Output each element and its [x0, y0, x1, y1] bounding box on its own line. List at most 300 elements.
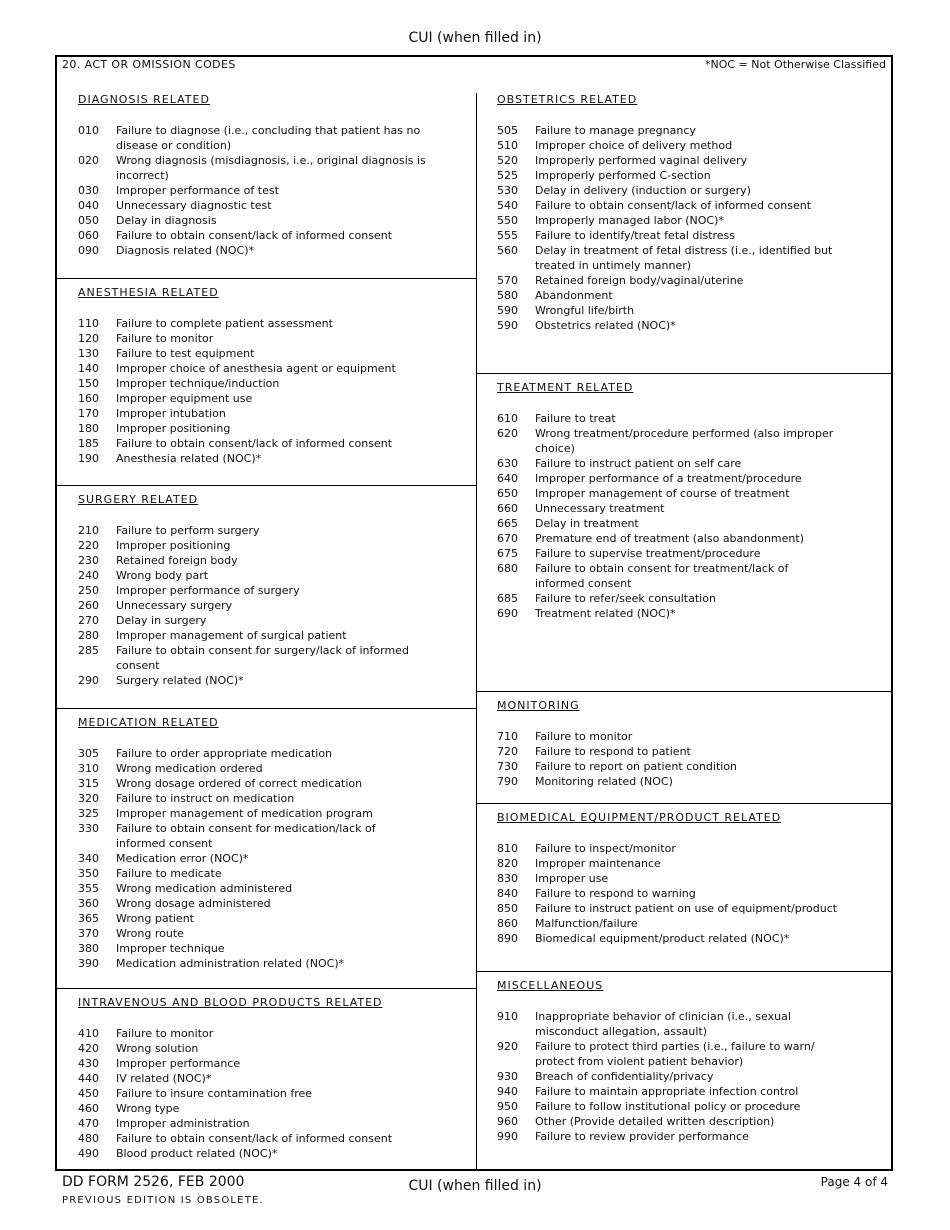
code-item — [78, 746, 376, 761]
code-number: 310 — [78, 762, 99, 775]
code-number: 680 — [497, 562, 518, 575]
code-number: 010 — [78, 124, 99, 137]
code-item — [78, 851, 376, 866]
code-number: 370 — [78, 927, 99, 940]
code-item — [78, 776, 376, 791]
code-number: 110 — [78, 317, 99, 330]
code-description: Failure to obtain consent for treatment/lack of informed consent — [535, 562, 789, 590]
code-description: Improper positioning — [116, 539, 231, 552]
code-item — [497, 123, 832, 138]
code-item — [78, 613, 409, 628]
section-surgery-related — [78, 493, 409, 688]
code-description: Failure to instruct patient on use of equipment/product — [535, 902, 838, 915]
code-number: 330 — [78, 822, 99, 835]
code-item — [78, 941, 376, 956]
code-number: 470 — [78, 1117, 99, 1130]
code-description: Wrong body part — [116, 569, 209, 582]
code-item — [497, 759, 737, 774]
code-description: Biomedical equipment/product related (NOC)* — [535, 932, 790, 945]
code-description: Delay in surgery — [116, 614, 207, 627]
code-item — [78, 376, 396, 391]
code-description: Failure to follow institutional policy or procedure — [535, 1100, 801, 1113]
code-item — [78, 183, 426, 198]
code-description: Wrong type — [116, 1102, 180, 1115]
code-description: Improper performance of surgery — [116, 584, 300, 597]
code-list — [78, 316, 396, 466]
code-number: 320 — [78, 792, 99, 805]
code-item — [497, 501, 833, 516]
code-description: Other (Provide detailed written description) — [535, 1115, 775, 1128]
code-number: 960 — [497, 1115, 518, 1128]
code-description: Improper management of surgical patient — [116, 629, 347, 642]
code-item — [78, 553, 409, 568]
code-item — [497, 856, 837, 871]
code-item — [497, 729, 737, 744]
code-item — [497, 471, 833, 486]
code-number: 430 — [78, 1057, 99, 1070]
code-number: 315 — [78, 777, 99, 790]
column-divider — [476, 93, 477, 1171]
code-item — [78, 436, 396, 451]
code-description: Failure to identify/treat fetal distress — [535, 229, 736, 242]
code-item — [497, 1084, 815, 1099]
code-description: Failure to protect third parties (i.e., failure to warn/ protect from violent patient behavior) — [535, 1040, 815, 1068]
code-number: 160 — [78, 392, 99, 405]
code-number: 550 — [497, 214, 518, 227]
code-description: Improper technique — [116, 942, 225, 955]
code-description: Unnecessary diagnostic test — [116, 199, 272, 212]
code-number: 490 — [78, 1147, 99, 1160]
code-description: Failure to complete patient assessment — [116, 317, 333, 330]
code-item — [78, 791, 376, 806]
code-description: Unnecessary surgery — [116, 599, 233, 612]
code-description: Wrong treatment/procedure performed (also improper choice) — [535, 427, 834, 455]
code-item — [78, 451, 396, 466]
section-divider — [477, 691, 893, 692]
code-item — [78, 896, 376, 911]
code-number: 390 — [78, 957, 99, 970]
code-item — [78, 316, 396, 331]
code-number: 220 — [78, 539, 99, 552]
section-divider — [477, 971, 893, 972]
code-item — [497, 303, 832, 318]
section-title: SURGERY RELATED — [78, 493, 199, 506]
code-number: 350 — [78, 867, 99, 880]
code-number: 305 — [78, 747, 99, 760]
act-omission-codes-block — [55, 55, 893, 1171]
section-treatment-related — [497, 381, 833, 621]
code-item — [497, 228, 832, 243]
code-number: 410 — [78, 1027, 99, 1040]
code-number: 420 — [78, 1042, 99, 1055]
section-divider — [57, 708, 477, 709]
code-number: 525 — [497, 169, 518, 182]
code-item — [497, 1009, 815, 1039]
code-description: Wrong medication administered — [116, 882, 293, 895]
code-item — [497, 426, 833, 456]
code-description: Failure to obtain consent/lack of informed consent — [116, 437, 393, 450]
code-number: 990 — [497, 1130, 518, 1143]
code-list — [78, 523, 409, 688]
code-description: Diagnosis related (NOC)* — [116, 244, 255, 257]
code-item — [78, 956, 376, 971]
code-description: Wrong dosage administered — [116, 897, 271, 910]
code-number: 285 — [78, 644, 99, 657]
section-divider — [57, 278, 477, 279]
code-item — [78, 213, 426, 228]
code-description: Monitoring related (NOC) — [535, 775, 673, 788]
code-item — [78, 346, 396, 361]
code-description: Improper equipment use — [116, 392, 253, 405]
code-number: 630 — [497, 457, 518, 470]
code-description: Medication administration related (NOC)* — [116, 957, 345, 970]
code-description: Wrong patient — [116, 912, 194, 925]
code-item — [78, 806, 376, 821]
code-number: 670 — [497, 532, 518, 545]
section-monitoring — [497, 699, 737, 789]
section-title: OBSTETRICS RELATED — [497, 93, 638, 106]
code-description: Improper choice of delivery method — [535, 139, 733, 152]
code-description: Failure to insure contamination free — [116, 1087, 313, 1100]
code-item — [78, 361, 396, 376]
code-item — [497, 183, 832, 198]
code-number: 180 — [78, 422, 99, 435]
code-description: Improper positioning — [116, 422, 231, 435]
code-description: Blood product related (NOC)* — [116, 1147, 278, 1160]
code-number: 060 — [78, 229, 99, 242]
code-item — [78, 1131, 392, 1146]
code-number: 555 — [497, 229, 518, 242]
code-list — [78, 1026, 392, 1161]
code-number: 250 — [78, 584, 99, 597]
code-number: 840 — [497, 887, 518, 900]
code-description: Failure to monitor — [116, 332, 214, 345]
form-number: DD FORM 2526, FEB 2000 — [62, 1174, 245, 1190]
code-item — [78, 1146, 392, 1161]
code-item — [497, 886, 837, 901]
code-item — [497, 243, 832, 273]
code-number: 540 — [497, 199, 518, 212]
code-description: Wrong route — [116, 927, 184, 940]
code-item — [78, 911, 376, 926]
code-description: Obstetrics related (NOC)* — [535, 319, 676, 332]
code-number: 690 — [497, 607, 518, 620]
code-item — [497, 901, 837, 916]
code-item — [497, 198, 832, 213]
code-description: Improper choice of anesthesia agent or equipment — [116, 362, 396, 375]
code-description: Delay in diagnosis — [116, 214, 217, 227]
code-description: Breach of confidentiality/privacy — [535, 1070, 714, 1083]
code-description: Failure to diagnose (i.e., concluding that patient has no disease or condition) — [116, 124, 421, 152]
section-title: BIOMEDICAL EQUIPMENT/PRODUCT RELATED — [497, 811, 782, 824]
code-item — [78, 628, 409, 643]
code-item — [78, 198, 426, 213]
code-description: Improper performance of a treatment/procedure — [535, 472, 802, 485]
code-description: Surgery related (NOC)* — [116, 674, 244, 687]
code-item — [497, 288, 832, 303]
code-item — [78, 391, 396, 406]
code-number: 660 — [497, 502, 518, 515]
code-description: Improper administration — [116, 1117, 250, 1130]
code-description: Wrong solution — [116, 1042, 199, 1055]
code-number: 150 — [78, 377, 99, 390]
page-number: Page 4 of 4 — [820, 1175, 888, 1189]
section-anesthesia-related — [78, 286, 396, 466]
code-item — [78, 123, 426, 153]
code-item — [497, 871, 837, 886]
code-item — [497, 774, 737, 789]
code-number: 790 — [497, 775, 518, 788]
code-number: 340 — [78, 852, 99, 865]
code-item — [497, 1069, 815, 1084]
code-description: Failure to respond to patient — [535, 745, 691, 758]
section-title: MISCELLANEOUS — [497, 979, 604, 992]
code-item — [497, 744, 737, 759]
code-item — [78, 1056, 392, 1071]
code-description: Improper use — [535, 872, 609, 885]
code-description: Failure to respond to warning — [535, 887, 696, 900]
code-number: 040 — [78, 199, 99, 212]
code-item — [497, 841, 837, 856]
code-item — [497, 561, 833, 591]
code-description: Retained foreign body — [116, 554, 238, 567]
code-number: 820 — [497, 857, 518, 870]
code-description: Inappropriate behavior of clinician (i.e., sexual misconduct allegation, assault) — [535, 1010, 791, 1038]
code-description: Failure to obtain consent/lack of informed consent — [116, 1132, 393, 1145]
code-description: Wrong diagnosis (misdiagnosis, i.e., original diagnosis is incorrect) — [116, 154, 426, 182]
code-number: 380 — [78, 942, 99, 955]
code-description: Failure to report on patient condition — [535, 760, 738, 773]
code-description: Failure to manage pregnancy — [535, 124, 696, 137]
section-divider — [57, 485, 477, 486]
code-item — [497, 411, 833, 426]
code-number: 505 — [497, 124, 518, 137]
code-number: 460 — [78, 1102, 99, 1115]
code-number: 685 — [497, 592, 518, 605]
code-list — [78, 746, 376, 971]
section-intravenous-and-blood-products-related — [78, 996, 392, 1161]
code-item — [78, 583, 409, 598]
code-item — [497, 273, 832, 288]
code-number: 185 — [78, 437, 99, 450]
code-item — [497, 591, 833, 606]
code-description: Failure to supervise treatment/procedure — [535, 547, 761, 560]
code-item — [78, 228, 426, 243]
code-number: 640 — [497, 472, 518, 485]
section-title: MONITORING — [497, 699, 580, 712]
code-item — [497, 531, 833, 546]
code-list — [497, 1009, 815, 1144]
code-number: 850 — [497, 902, 518, 915]
code-number: 810 — [497, 842, 518, 855]
code-description: Delay in treatment — [535, 517, 639, 530]
code-number: 280 — [78, 629, 99, 642]
code-item — [78, 1026, 392, 1041]
code-description: Delay in delivery (induction or surgery) — [535, 184, 751, 197]
code-number: 355 — [78, 882, 99, 895]
code-number: 620 — [497, 427, 518, 440]
code-description: Wrongful life/birth — [535, 304, 635, 317]
code-description: Improperly performed vaginal delivery — [535, 154, 748, 167]
code-item — [78, 926, 376, 941]
code-number: 730 — [497, 760, 518, 773]
code-item — [497, 1039, 815, 1069]
code-item — [78, 243, 426, 258]
code-description: Treatment related (NOC)* — [535, 607, 676, 620]
code-list — [497, 729, 737, 789]
code-item — [78, 538, 409, 553]
code-item — [497, 456, 833, 471]
code-description: Wrong dosage ordered of correct medication — [116, 777, 363, 790]
cui-marking-bottom: CUI (when filled in) — [408, 1178, 542, 1194]
section-title: ANESTHESIA RELATED — [78, 286, 219, 299]
code-number: 590 — [497, 319, 518, 332]
code-item — [78, 598, 409, 613]
code-number: 520 — [497, 154, 518, 167]
code-number: 530 — [497, 184, 518, 197]
code-description: Malfunction/failure — [535, 917, 638, 930]
code-item — [497, 318, 832, 333]
code-description: Failure to obtain consent/lack of informed consent — [116, 229, 393, 242]
code-item — [78, 153, 426, 183]
block-title: 20. ACT OR OMISSION CODES — [62, 58, 236, 71]
section-title: INTRAVENOUS AND BLOOD PRODUCTS RELATED — [78, 996, 383, 1009]
code-description: Failure to monitor — [116, 1027, 214, 1040]
code-description: Failure to obtain consent for surgery/lack of informed consent — [116, 644, 409, 672]
code-number: 675 — [497, 547, 518, 560]
code-description: Failure to refer/seek consultation — [535, 592, 716, 605]
code-number: 170 — [78, 407, 99, 420]
code-number: 120 — [78, 332, 99, 345]
code-description: Failure to monitor — [535, 730, 633, 743]
section-biomedical-equipment-product-related — [497, 811, 837, 946]
code-number: 270 — [78, 614, 99, 627]
code-number: 665 — [497, 517, 518, 530]
code-item — [497, 1114, 815, 1129]
code-item — [78, 568, 409, 583]
code-item — [78, 761, 376, 776]
code-number: 210 — [78, 524, 99, 537]
code-number: 860 — [497, 917, 518, 930]
code-item — [78, 643, 409, 673]
code-number: 325 — [78, 807, 99, 820]
code-number: 440 — [78, 1072, 99, 1085]
section-divider — [477, 373, 893, 374]
code-list — [497, 841, 837, 946]
code-number: 290 — [78, 674, 99, 687]
section-divider — [477, 803, 893, 804]
code-number: 560 — [497, 244, 518, 257]
section-diagnosis-related — [78, 93, 426, 258]
code-number: 930 — [497, 1070, 518, 1083]
section-miscellaneous — [497, 979, 815, 1144]
section-divider — [57, 988, 477, 989]
cui-marking-top: CUI (when filled in) — [408, 30, 542, 46]
code-item — [78, 881, 376, 896]
code-number: 230 — [78, 554, 99, 567]
code-number: 720 — [497, 745, 518, 758]
code-number: 360 — [78, 897, 99, 910]
code-item — [78, 1086, 392, 1101]
code-description: Improper performance — [116, 1057, 241, 1070]
code-item — [497, 153, 832, 168]
code-description: Improper management of medication program — [116, 807, 373, 820]
code-number: 580 — [497, 289, 518, 302]
code-list — [497, 123, 832, 333]
code-number: 910 — [497, 1010, 518, 1023]
code-number: 830 — [497, 872, 518, 885]
code-description: Failure to obtain consent/lack of informed consent — [535, 199, 812, 212]
code-item — [497, 168, 832, 183]
code-description: Medication error (NOC)* — [116, 852, 249, 865]
code-description: IV related (NOC)* — [116, 1072, 212, 1085]
code-description: Failure to medicate — [116, 867, 222, 880]
code-number: 480 — [78, 1132, 99, 1145]
code-description: Premature end of treatment (also abandonment) — [535, 532, 804, 545]
code-description: Improper maintenance — [535, 857, 661, 870]
section-obstetrics-related — [497, 93, 832, 333]
code-number: 090 — [78, 244, 99, 257]
section-medication-related — [78, 716, 376, 971]
code-number: 190 — [78, 452, 99, 465]
code-number: 240 — [78, 569, 99, 582]
code-description: Failure to order appropriate medication — [116, 747, 333, 760]
code-number: 710 — [497, 730, 518, 743]
code-item — [497, 516, 833, 531]
code-item — [78, 331, 396, 346]
code-description: Anesthesia related (NOC)* — [116, 452, 262, 465]
code-description: Improper technique/induction — [116, 377, 280, 390]
code-description: Improper performance of test — [116, 184, 279, 197]
code-item — [78, 1101, 392, 1116]
section-title: TREATMENT RELATED — [497, 381, 634, 394]
code-item — [78, 673, 409, 688]
code-description: Unnecessary treatment — [535, 502, 665, 515]
code-description: Delay in treatment of fetal distress (i.e., identified but treated in untimely manner) — [535, 244, 833, 272]
code-item — [78, 1041, 392, 1056]
code-number: 450 — [78, 1087, 99, 1100]
code-item — [78, 821, 376, 851]
code-description: Retained foreign body/vaginal/uterine — [535, 274, 744, 287]
code-item — [497, 1099, 815, 1114]
code-number: 890 — [497, 932, 518, 945]
code-list — [78, 123, 426, 258]
code-number: 020 — [78, 154, 99, 167]
code-item — [497, 138, 832, 153]
section-title: MEDICATION RELATED — [78, 716, 219, 729]
code-description: Failure to review provider performance — [535, 1130, 749, 1143]
code-description: Failure to test equipment — [116, 347, 255, 360]
code-description: Failure to treat — [535, 412, 616, 425]
code-list — [497, 411, 833, 621]
section-title: DIAGNOSIS RELATED — [78, 93, 210, 106]
code-number: 950 — [497, 1100, 518, 1113]
code-number: 050 — [78, 214, 99, 227]
code-number: 920 — [497, 1040, 518, 1053]
code-number: 650 — [497, 487, 518, 500]
code-item — [497, 1129, 815, 1144]
code-item — [497, 916, 837, 931]
noc-note: *NOC = Not Otherwise Classified — [704, 58, 886, 71]
code-description: Improperly performed C-section — [535, 169, 711, 182]
code-number: 940 — [497, 1085, 518, 1098]
code-item — [78, 1071, 392, 1086]
code-number: 610 — [497, 412, 518, 425]
code-item — [497, 546, 833, 561]
code-description: Failure to instruct patient on self care — [535, 457, 742, 470]
code-number: 140 — [78, 362, 99, 375]
code-number: 570 — [497, 274, 518, 287]
